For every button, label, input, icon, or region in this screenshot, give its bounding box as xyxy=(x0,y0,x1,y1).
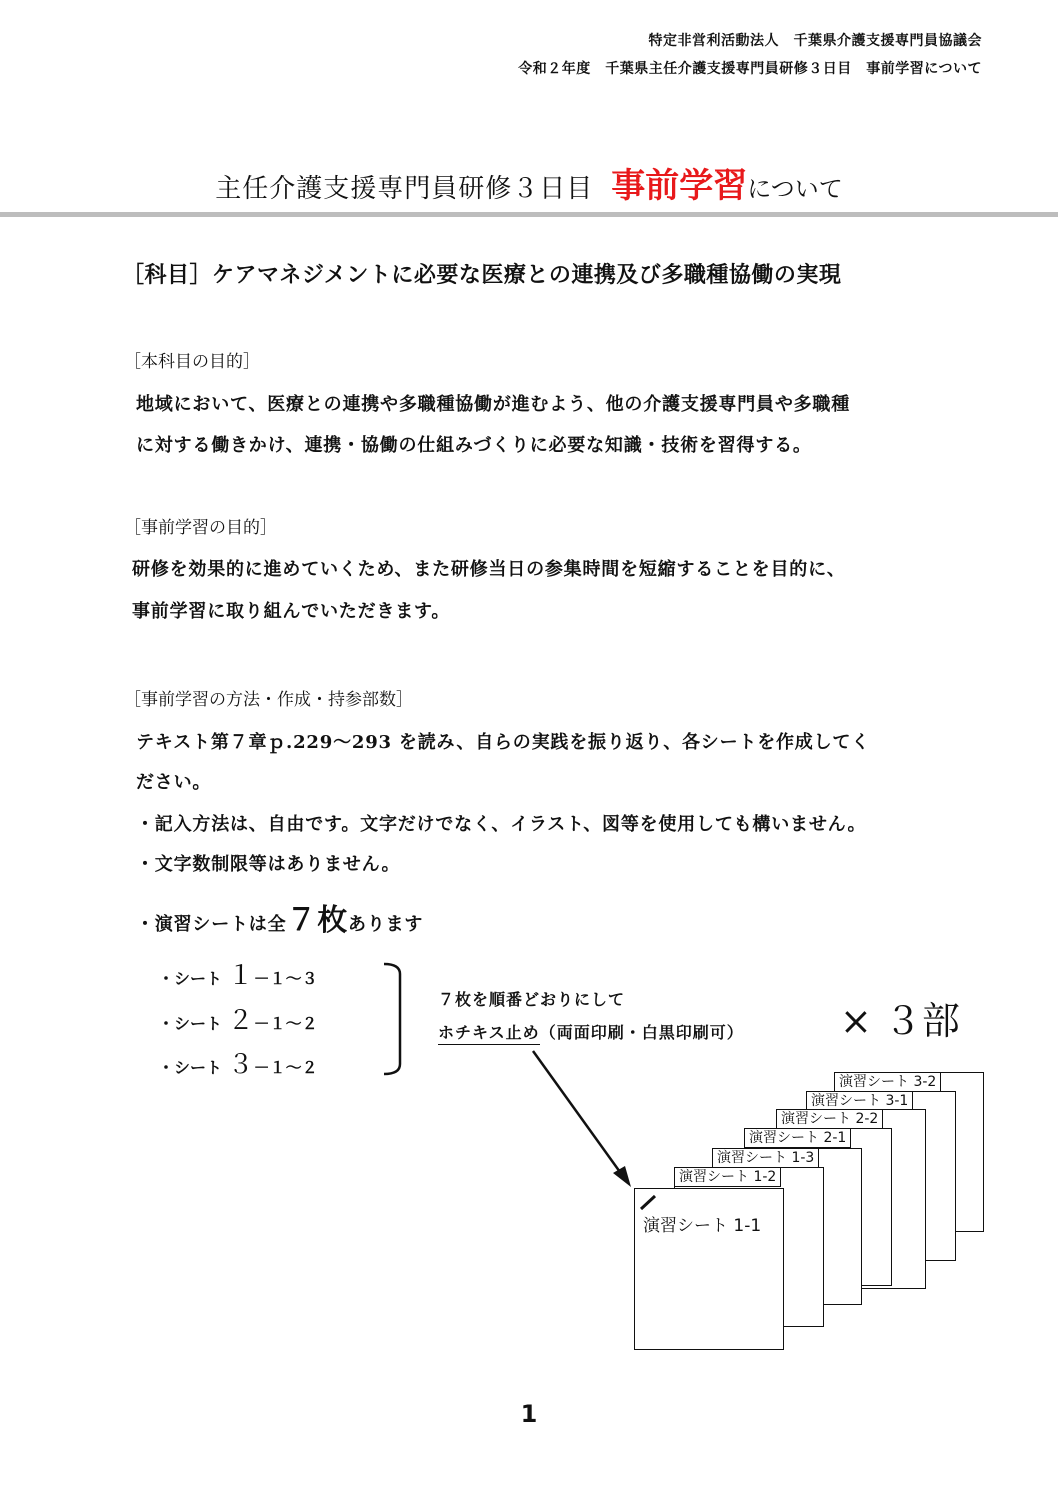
prestudy-line-1: 研修を効果的に進めていくため、また研修当日の参集時間を短縮することを目的に、 xyxy=(132,559,846,580)
method-line-2: ださい。 xyxy=(136,772,212,793)
staple-icon xyxy=(639,1193,659,1213)
sheet-item-1 xyxy=(158,955,318,992)
title-suffix: について xyxy=(747,175,843,203)
page-number: 1 xyxy=(520,1400,538,1428)
stack-sheet-label: 演習シート 3-1 xyxy=(807,1092,913,1111)
sheet-item-number: １ xyxy=(227,961,254,991)
prestudy-heading: ［事前学習の目的］ xyxy=(124,518,277,538)
method-heading: ［事前学習の方法・作成・持参部数］ xyxy=(124,690,413,710)
subject-heading: ［科目］ケアマネジメントに必要な医療との連携及び多職種協働の実現 xyxy=(122,262,842,288)
sheet-item-range: －１～２ xyxy=(253,1014,318,1033)
sheet-count-prefix: ・演習シートは全 xyxy=(136,914,287,935)
prestudy-line-2: 事前学習に取り組んでいただきます。 xyxy=(132,601,451,622)
sheet-item-range: －１～３ xyxy=(253,969,318,988)
stack-sheet-label: 演習シート 2-1 xyxy=(745,1129,851,1148)
staple-note-rest: （両面印刷・白黒印刷可） xyxy=(539,1023,744,1042)
stack-sheet-label: 演習シート 1-2 xyxy=(675,1168,781,1187)
sheet-count-number: ７枚 xyxy=(286,903,349,938)
sheet-item-prefix: ・シート xyxy=(158,969,223,988)
sheet-count-line xyxy=(136,895,423,939)
purpose-line-2: に対する働きかけ、連携・協働の仕組みづくりに必要な知識・技術を習得する。 xyxy=(136,435,812,456)
staple-note-underlined: ホチキス止め xyxy=(438,1023,540,1045)
method-line-3: ・記入方法は、自由です。文字だけでなく、イラスト、図等を使用しても構いません。 xyxy=(136,814,867,835)
copies-count: × ３部 xyxy=(840,999,960,1043)
title-highlight: 事前学習 xyxy=(611,166,748,206)
sheet-item-3 xyxy=(158,1044,318,1081)
staple-note-line-1: ７枚を順番どおりにして xyxy=(438,990,626,1009)
purpose-line-1: 地域において、医療との連携や多職種協働が進むよう、他の介護支援専門員や多職種 xyxy=(136,394,851,415)
sheet-item-number: ２ xyxy=(227,1006,254,1036)
sheet-item-range: －１～２ xyxy=(253,1058,318,1077)
staple-note-line-2 xyxy=(438,1020,744,1043)
stack-sheet-label: 演習シート 3-2 xyxy=(835,1073,941,1092)
method-line-4: ・文字数制限等はありません。 xyxy=(136,854,401,875)
front-sheet xyxy=(634,1188,784,1350)
header-document-reference: 令和２年度 千葉県主任介護支援専門員研修３日目 事前学習について xyxy=(518,61,982,77)
header-organization: 特定非営利活動法人 千葉県介護支援専門員協議会 xyxy=(648,33,982,49)
bracket-icon xyxy=(380,960,410,1080)
method-line-1: テキスト第７章ｐ.229～293 を読み、自らの実践を振り返り、各シートを作成してく xyxy=(136,732,870,753)
title-main: 主任介護支援専門員研修３日目 xyxy=(215,174,594,204)
sheet-item-prefix: ・シート xyxy=(158,1014,223,1033)
stack-sheet-label: 演習シート 2-2 xyxy=(777,1110,883,1129)
sheet-item-2 xyxy=(158,1000,318,1037)
stack-sheet-label: 演習シート 1-3 xyxy=(713,1149,819,1168)
sheet-count-suffix: あります xyxy=(348,914,424,935)
sheet-item-prefix: ・シート xyxy=(158,1058,223,1077)
sheet-item-number: ３ xyxy=(227,1050,254,1080)
front-sheet-label: 演習シート 1-1 xyxy=(643,1216,762,1236)
page-title xyxy=(0,158,1058,207)
arrow-icon xyxy=(525,1045,640,1190)
purpose-heading: ［本科目の目的］ xyxy=(124,352,260,372)
title-divider xyxy=(0,212,1058,217)
